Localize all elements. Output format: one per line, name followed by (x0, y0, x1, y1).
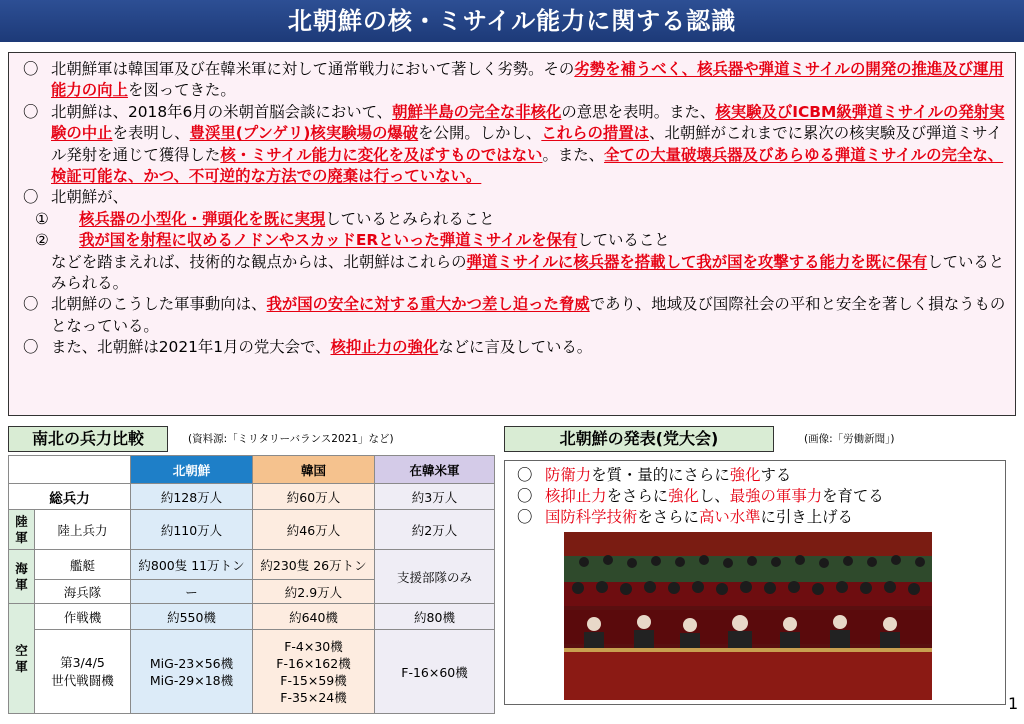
announcement-text: をさらに (606, 487, 669, 505)
announcement-item (517, 507, 884, 528)
item-number: ② (35, 231, 49, 250)
highlight: 核・ミサイル能力に変化を及ぼすものではない (220, 145, 543, 164)
paragraph-1: 〇 北朝鮮軍は韓国軍及び在韓米軍に対して通常戦力において著しく劣勢。その劣勢を補うべく、核兵器や弾道ミサイルの開発の推進及び運用能力の向上を図ってきた。 (23, 60, 1004, 100)
page-number: 1 (1008, 694, 1019, 713)
table-header-row (9, 456, 495, 484)
table-cell: 支援部隊のみ (375, 550, 495, 604)
column-header-north-korea: 北朝鮮 (131, 456, 253, 484)
announcement-text: を育てる (822, 487, 884, 505)
announcement-item (517, 486, 884, 507)
paragraph-3: 〇 北朝鮮が、 (21, 187, 1007, 208)
bullet-icon: 〇 (23, 295, 39, 314)
announcement-text: に引き上げる (760, 508, 853, 526)
highlight: 豊渓里(プンゲリ)核実験場の爆破 (189, 124, 419, 143)
highlight: 核抑止力の強化 (330, 338, 439, 357)
table-cell: 約800隻 11万トン (131, 550, 253, 580)
announcement-highlight: 強化 (729, 466, 761, 484)
row-label: 陸上兵力 (35, 510, 131, 550)
table-cell: 約2万人 (375, 510, 495, 550)
force-comparison-heading: 南北の兵力比較 (8, 426, 168, 452)
announcement-text: をさらに (637, 508, 699, 526)
announcement-highlight: 強化 (668, 487, 699, 505)
column-header-south-korea: 韓国 (253, 456, 375, 484)
table-cell: F-16×60機 (375, 630, 495, 714)
bullet-icon: 〇 (23, 60, 39, 78)
table-cell: ー (131, 580, 253, 604)
table-cell: 約550機 (131, 604, 253, 630)
table-cell: 約128万人 (131, 484, 253, 510)
table-row (9, 510, 495, 550)
bullet-icon: 〇 (23, 188, 39, 207)
announcement-highlight: 防衛力 (545, 466, 592, 484)
announcement-highlight: 国防科学技術 (545, 508, 638, 526)
highlight: 我が国の安全に対する重大かつ差し迫った脅威 (266, 295, 590, 314)
table-cell: MiG-23×56機 MiG-29×18機 (131, 630, 253, 714)
table-cell: 約2.9万人 (253, 580, 375, 604)
row-label: 艦艇 (35, 550, 131, 580)
highlight: 我が国を射程に収めるノドンやスカッドERといった弾道ミサイルを保有 (79, 231, 578, 250)
table-cell: 約60万人 (253, 484, 375, 510)
highlight: 朝鮮半島の完全な非核化 (392, 102, 562, 121)
bullet-icon: 〇 (517, 466, 533, 484)
announcement-heading: 北朝鮮の発表(党大会) (504, 426, 774, 452)
paragraph-2: 〇 北朝鮮は、2018年6月の米朝首脳会談において、朝鮮半島の完全な非核化の意思を表明。また、核実験及びICBM級弾道ミサイルの発射実験の中止を表明し、豊渓里(プンゲリ)核実験場の爆破を公開。しかし、これらの措置は、北朝鮮がこれまでに累次の核実験及び弾道ミサイル発射を通じて獲得した核・ミサイル能力に変化を及ぼすものではない。また、全ての大量破壊兵器及びあらゆる弾道ミサイルの完全な、検証可能な、かつ、不可逆的な方法での廃棄は行っていない。 (23, 102, 1005, 186)
table-row (9, 550, 495, 580)
category-label: 陸軍 (9, 510, 35, 550)
table-cell: 約46万人 (253, 510, 375, 550)
highlight: 弾道ミサイルに核兵器を搭載して我が国を攻撃する能力を既に保有 (466, 252, 928, 271)
table-cell: 約80機 (375, 604, 495, 630)
announcement-list (517, 465, 884, 528)
table-cell: 約640機 (253, 604, 375, 630)
announcement-highlight: 核抑止力 (545, 487, 607, 505)
list-item: ① 核兵器の小型化・弾頭化を既に実現しているとみられること (21, 209, 1007, 230)
row-label: 海兵隊 (35, 580, 131, 604)
announcement-item (517, 465, 884, 486)
announcement-highlight: 最強の軍事力 (729, 487, 823, 505)
bullet-icon: 〇 (517, 487, 533, 505)
table-row (9, 630, 495, 714)
row-label: 総兵力 (9, 484, 131, 510)
category-label: 空軍 (9, 604, 35, 714)
page-title: 北朝鮮の核・ミサイル能力に関する認識 (0, 0, 1024, 42)
row-label: 作戦機 (35, 604, 131, 630)
announcement-text: を質・量的にさらに (591, 466, 730, 484)
highlight: 劣勢を補うべく、核兵器や弾道ミサイルの開発の推進及び運用能力の向上 (51, 60, 1004, 100)
image-credit: (画像:「労働新聞」) (804, 433, 895, 445)
highlight: 核兵器の小型化・弾頭化を既に実現 (79, 209, 326, 228)
table-cell: 約230隻 26万トン (253, 550, 375, 580)
force-comparison-table (8, 455, 495, 714)
table-cell: F-4×30機 F-16×162機 F-15×59機 F-35×24機 (253, 630, 375, 714)
table-cell: 約3万人 (375, 484, 495, 510)
paragraph-5: 〇 また、北朝鮮は2021年1月の党大会で、核抑止力の強化などに言及している。 (21, 337, 1007, 358)
highlight: 核実験及びICBM級弾道ミサイルの発射実験の中止 (51, 102, 1005, 143)
column-header-usfk: 在韓米軍 (375, 456, 495, 484)
assessment-box (8, 52, 1016, 416)
bullet-icon: 〇 (517, 508, 533, 526)
bullet-icon: 〇 (23, 338, 39, 357)
highlight: 全ての大量破壊兵器及びあらゆる弾道ミサイルの完全な、検証可能な、かつ、不可逆的な方法での廃棄は行っていない。 (51, 145, 1004, 186)
category-label: 海軍 (9, 550, 35, 604)
party-congress-photo (564, 532, 932, 700)
row-label: 第3/4/5 世代戦闘機 (35, 630, 131, 714)
item-number: ① (35, 209, 49, 228)
announcement-highlight: 高い水準 (698, 508, 761, 526)
highlight: これらの措置は (541, 124, 650, 143)
table-row (9, 604, 495, 630)
table-cell: 約110万人 (131, 510, 253, 550)
party-congress-photo-illustration (564, 532, 932, 700)
bullet-icon: 〇 (23, 102, 39, 121)
announcement-text: し、 (698, 487, 730, 505)
paragraph-3-continuation: などを踏まえれば、技術的な観点からは、北朝鮮はこれらの弾道ミサイルに核兵器を搭載して我が国を攻撃する能力を既に保有しているとみられる。 (51, 252, 1005, 293)
table-row (9, 484, 495, 510)
source-note: (資料源:「ミリタリーバランス2021」など) (188, 433, 394, 445)
announcement-text: する (760, 466, 792, 484)
paragraph-4: 〇 北朝鮮のこうした軍事動向は、我が国の安全に対する重大かつ差し迫った脅威であり、地域及び国際社会の平和と安全を著しく損なうものとなっている。 (23, 295, 1006, 335)
list-item: ② 我が国を射程に収めるノドンやスカッドERといった弾道ミサイルを保有していること (21, 230, 1007, 251)
